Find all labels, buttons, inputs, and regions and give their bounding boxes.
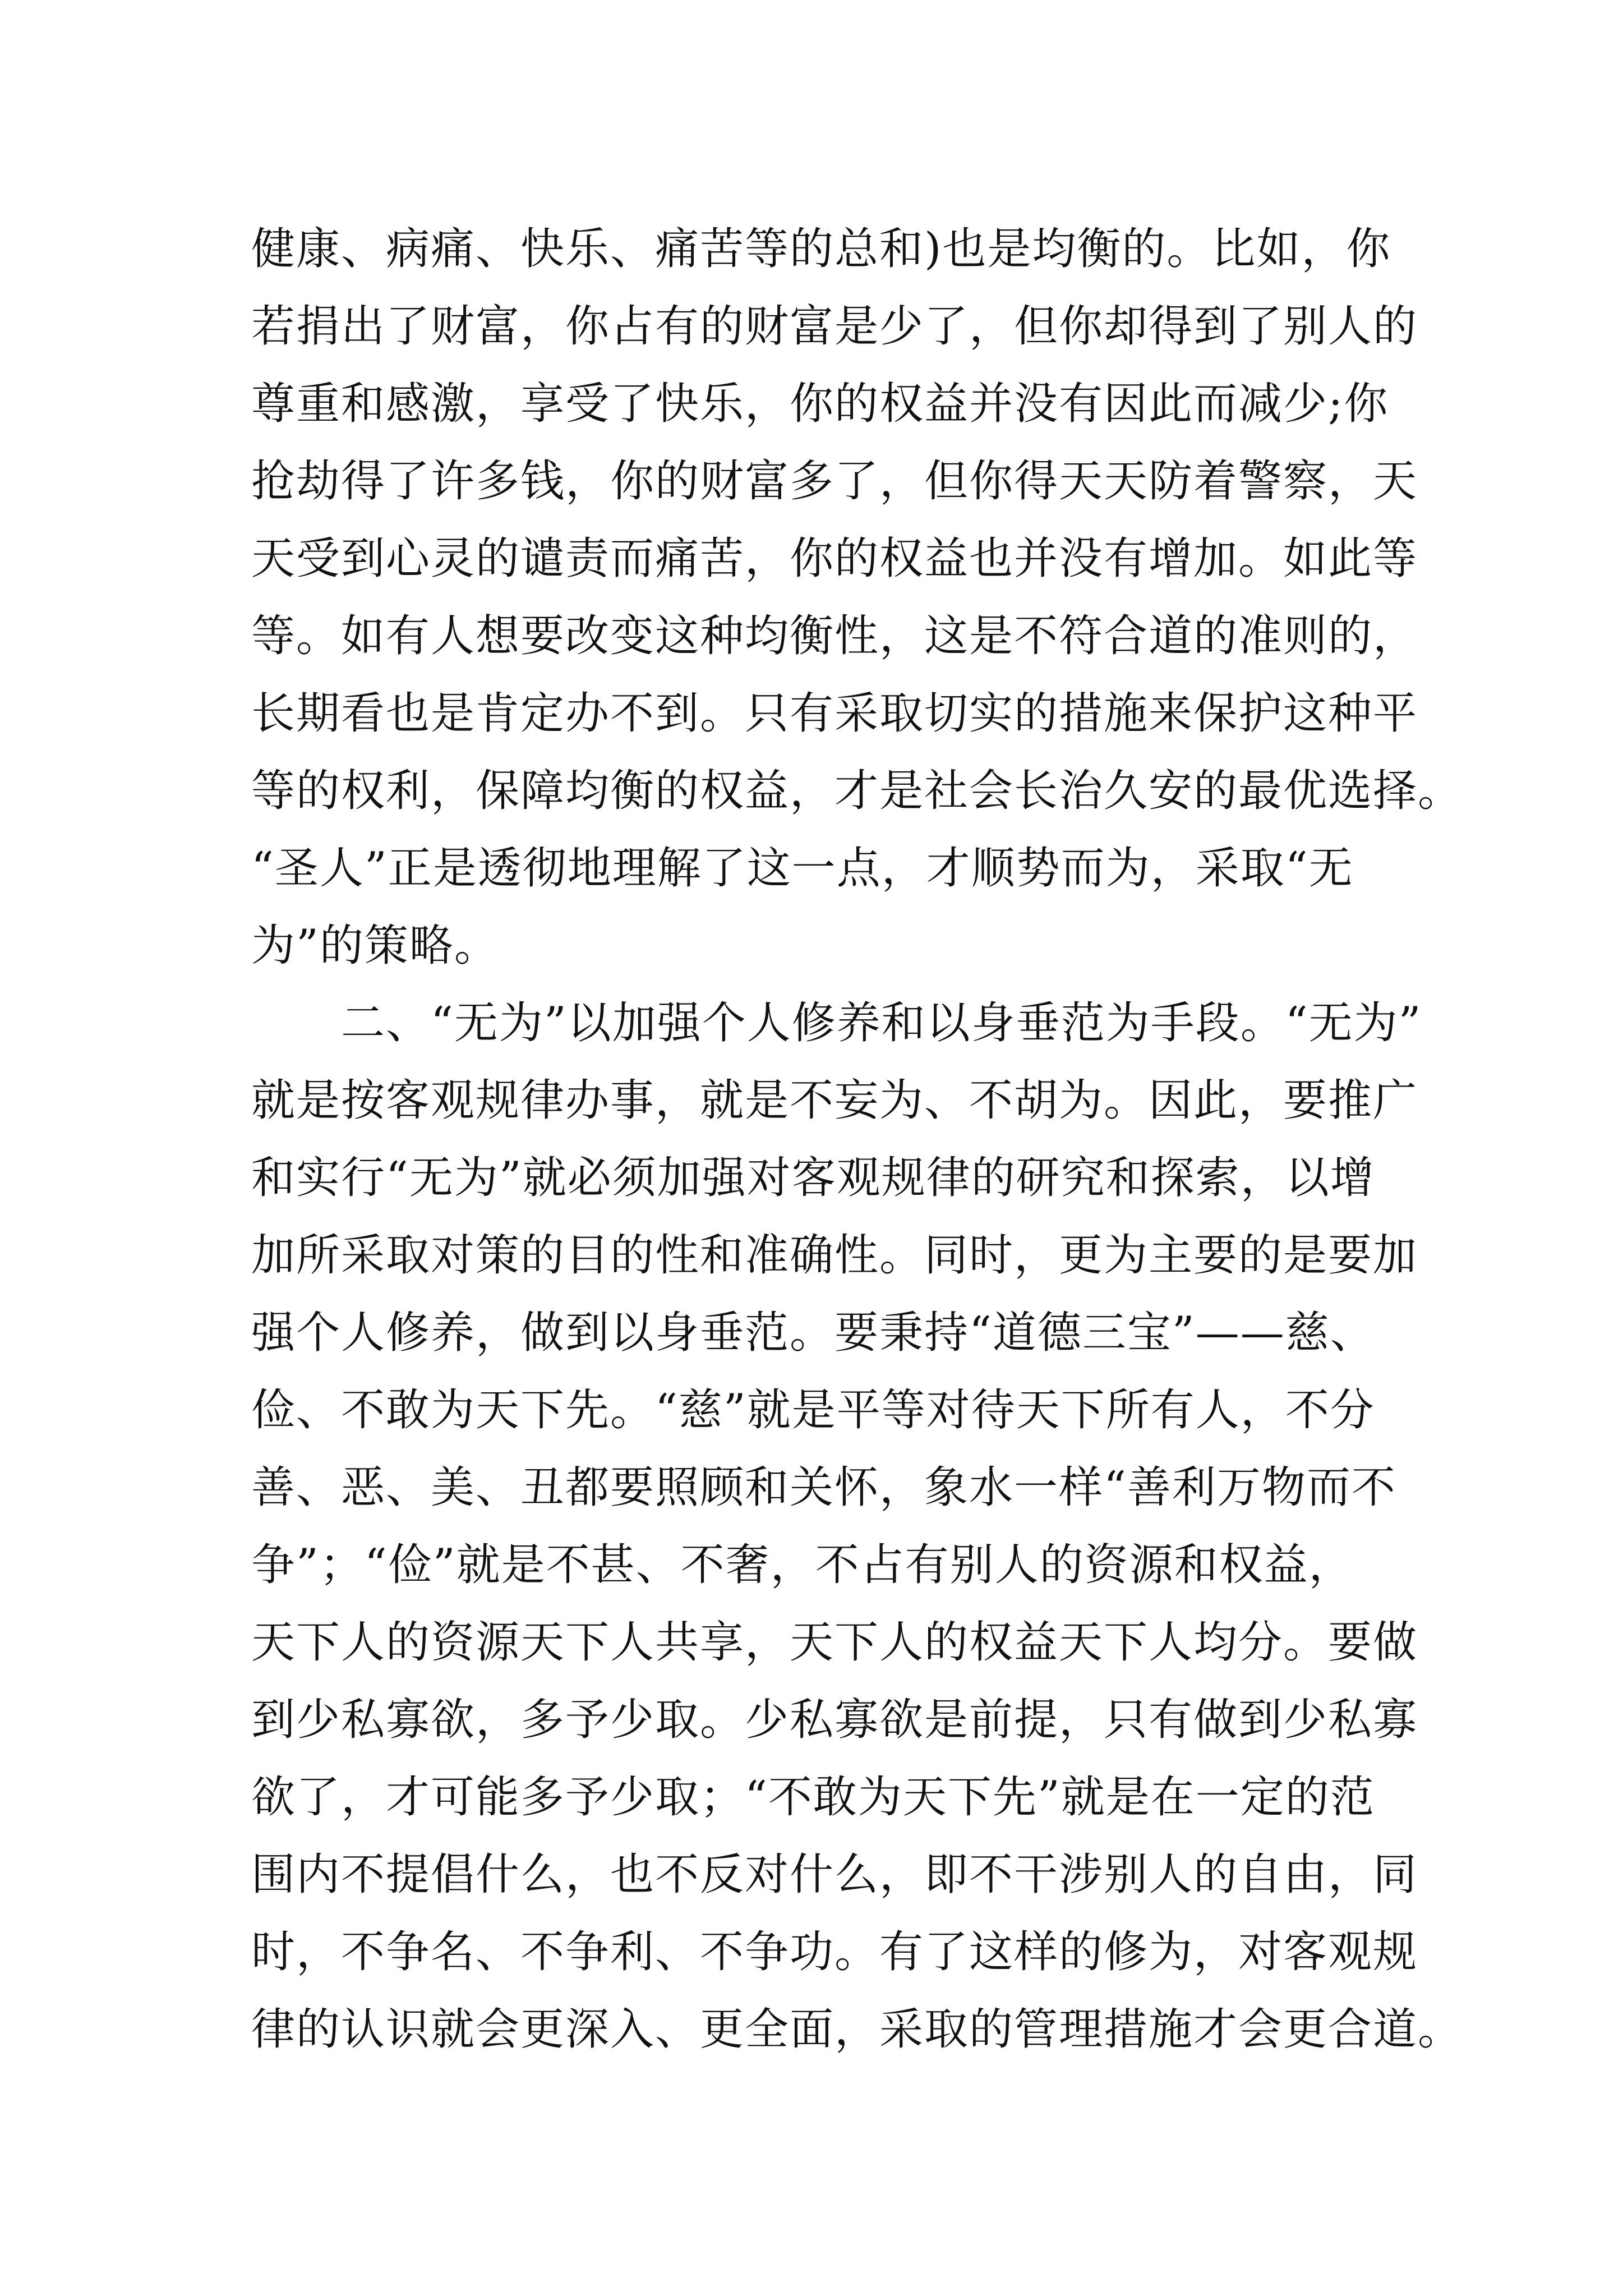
- text-line: 善、恶、美、丑都要照顾和关怀，象水一样“善利万物而不: [251, 1462, 1396, 1513]
- text-line: 强个人修养，做到以身垂范。要秉持“道德三宝”——慈、: [251, 1308, 1375, 1358]
- paragraph-start-line: 二、“无为”以加强个人修养和以身垂范为手段。“无为”: [341, 998, 1422, 1048]
- text-line: 律的认识就会更深入、更全面，采取的管理措施才会更合道。: [251, 2004, 1463, 2055]
- text-line: “圣人”正是透彻地理解了这一点，才顺势而为，采取“无: [251, 843, 1354, 894]
- text-line: 天下人的资源天下人共享，天下人的权益天下人均分。要做: [251, 1617, 1418, 1668]
- text-line: 围内不提倡什么，也不反对什么，即不干涉别人的自由，同: [251, 1849, 1418, 1900]
- text-line: 和实行“无为”就必须加强对客观规律的研究和探索，以增: [251, 1153, 1375, 1203]
- text-line: 健康、病痛、快乐、痛苦等的总和)也是均衡的。比如，你: [251, 224, 1391, 274]
- text-line: 到少私寡欲，多予少取。少私寡欲是前提，只有做到少私寡: [251, 1695, 1418, 1745]
- body-text: [251, 210, 1463, 2068]
- text-line: 为”的策略。: [251, 921, 499, 971]
- text-line: 天受到心灵的谴责而痛苦，你的权益也并没有增加。如此等: [251, 533, 1418, 584]
- text-line: 长期看也是肯定办不到。只有采取切实的措施来保护这种平: [251, 688, 1418, 739]
- text-line: 就是按客观规律办事，就是不妄为、不胡为。因此，要推广: [251, 1075, 1418, 1126]
- text-line: 等的权利，保障均衡的权益，才是社会长治久安的最优选择。: [251, 766, 1463, 816]
- text-line: 尊重和感激，享受了快乐，你的权益并没有因此而减少;你: [251, 379, 1389, 429]
- text-line: 时，不争名、不争利、不争功。有了这样的修为，对客观规: [251, 1927, 1418, 1977]
- text-line: 争”；“俭”就是不甚、不奢，不占有别人的资源和权益，: [251, 1540, 1354, 1590]
- text-line: 抢劫得了许多钱，你的财富多了，但你得天天防着警察，天: [251, 456, 1418, 507]
- text-line: 若捐出了财富，你占有的财富是少了，但你却得到了别人的: [251, 301, 1418, 352]
- text-line: 等。如有人想要改变这种均衡性，这是不符合道的准则的，: [251, 611, 1418, 661]
- text-line: 加所采取对策的目的性和准确性。同时，更为主要的是要加: [251, 1230, 1418, 1281]
- text-line: 俭、不敢为天下先。“慈”就是平等对待天下所有人，不分: [251, 1385, 1375, 1435]
- text-line: 欲了，才可能多予少取；“不敢为天下先”就是在一定的范: [251, 1772, 1375, 1823]
